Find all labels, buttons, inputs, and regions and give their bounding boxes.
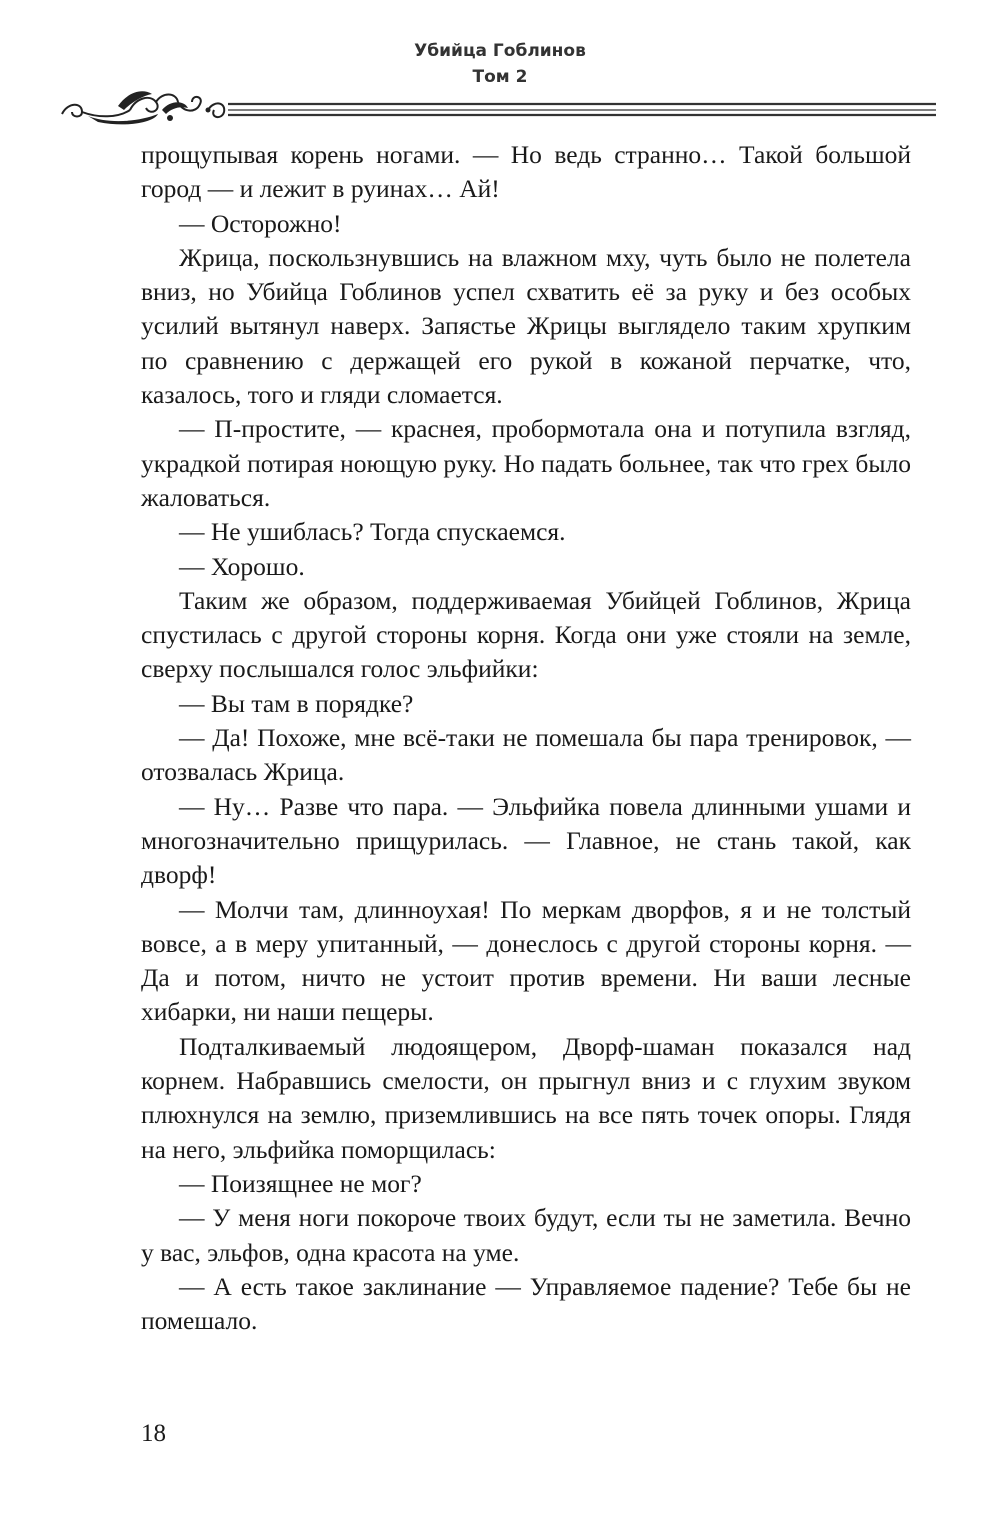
- volume-label: Том 2: [472, 67, 528, 87]
- paragraph: — Хорошо.: [179, 551, 305, 581]
- paragraph: — У меня ноги покороче твоих будут, если ты не заметила. Вечно у вас, эльфов, одна красота на уме.: [141, 1203, 911, 1267]
- paragraph: — П-простите, — краснея, пробормотала она и потупила взгляд, украдкой потирая ноющую руку. Но падать больнее, так что грех было жаловаться.: [141, 414, 911, 512]
- paragraph: прощупывая корень ногами. — Но ведь странно… Такой большой город — и лежит в руинах… Ай!: [141, 140, 911, 204]
- series-title: Убийца Гоблинов: [414, 41, 586, 61]
- running-header: [0, 38, 1000, 90]
- paragraph: — Да! Похоже, мне всё-таки не помешала бы пара тренировок, — отозвалась Жрица.: [141, 723, 911, 787]
- paragraph: Подталкиваемый людоящером, Дворф-шаман показался над корнем. Набравшись смелости, он прыгнул вниз и с глухим звуком плюхнулся на землю, приземлившись на все пять точек опоры. Глядя на него, эльфийка поморщилась:: [141, 1031, 911, 1164]
- paragraph: — Ну… Разве что пара. — Эльфийка повела длинными ушами и многозначительно прищурилась. — Главное, не стань такой, как дворф!: [141, 791, 911, 890]
- paragraph: — Осторожно!: [179, 208, 342, 238]
- page-body-text: [141, 138, 911, 1338]
- paragraph: Таким же образом, поддерживаемая Убийцей Гоблинов, Жрица спустилась с другой стороны корня. Когда они уже стояли на земле, сверху послышался голос эльфийки:: [141, 585, 911, 684]
- paragraph: — Поизящнее не мог?: [179, 1168, 422, 1198]
- paragraph: — Вы там в порядке?: [179, 688, 414, 718]
- paragraph: Жрица, поскользнувшись на влажном мху, чуть было не полетела вниз, но Убийца Гоблинов успел схватить её за руку и без особых усилий вытянул наверх. Запястье Жрицы выглядело таким хрупким по сравнению с держащей его рукой в кожаной перчатке, что, казалось, того и гляди сломается.: [141, 242, 911, 410]
- paragraph: — А есть такое заклинание — Управляемое падение? Тебе бы не помешало.: [141, 1271, 911, 1336]
- page-number: 18: [141, 1420, 166, 1447]
- paragraph: — Не ушиблась? Тогда спускаемся.: [179, 517, 566, 547]
- decorative-flourish-icon: [58, 88, 938, 128]
- paragraph: — Молчи там, длинноухая! По меркам дворфов, я и не толстый вовсе, а в меру упитанный, — донеслось с другой стороны корня. — Да и потом, ничто не устоит против времени. Ни ваши лесные хибарки, ни наши пещеры.: [141, 894, 911, 1027]
